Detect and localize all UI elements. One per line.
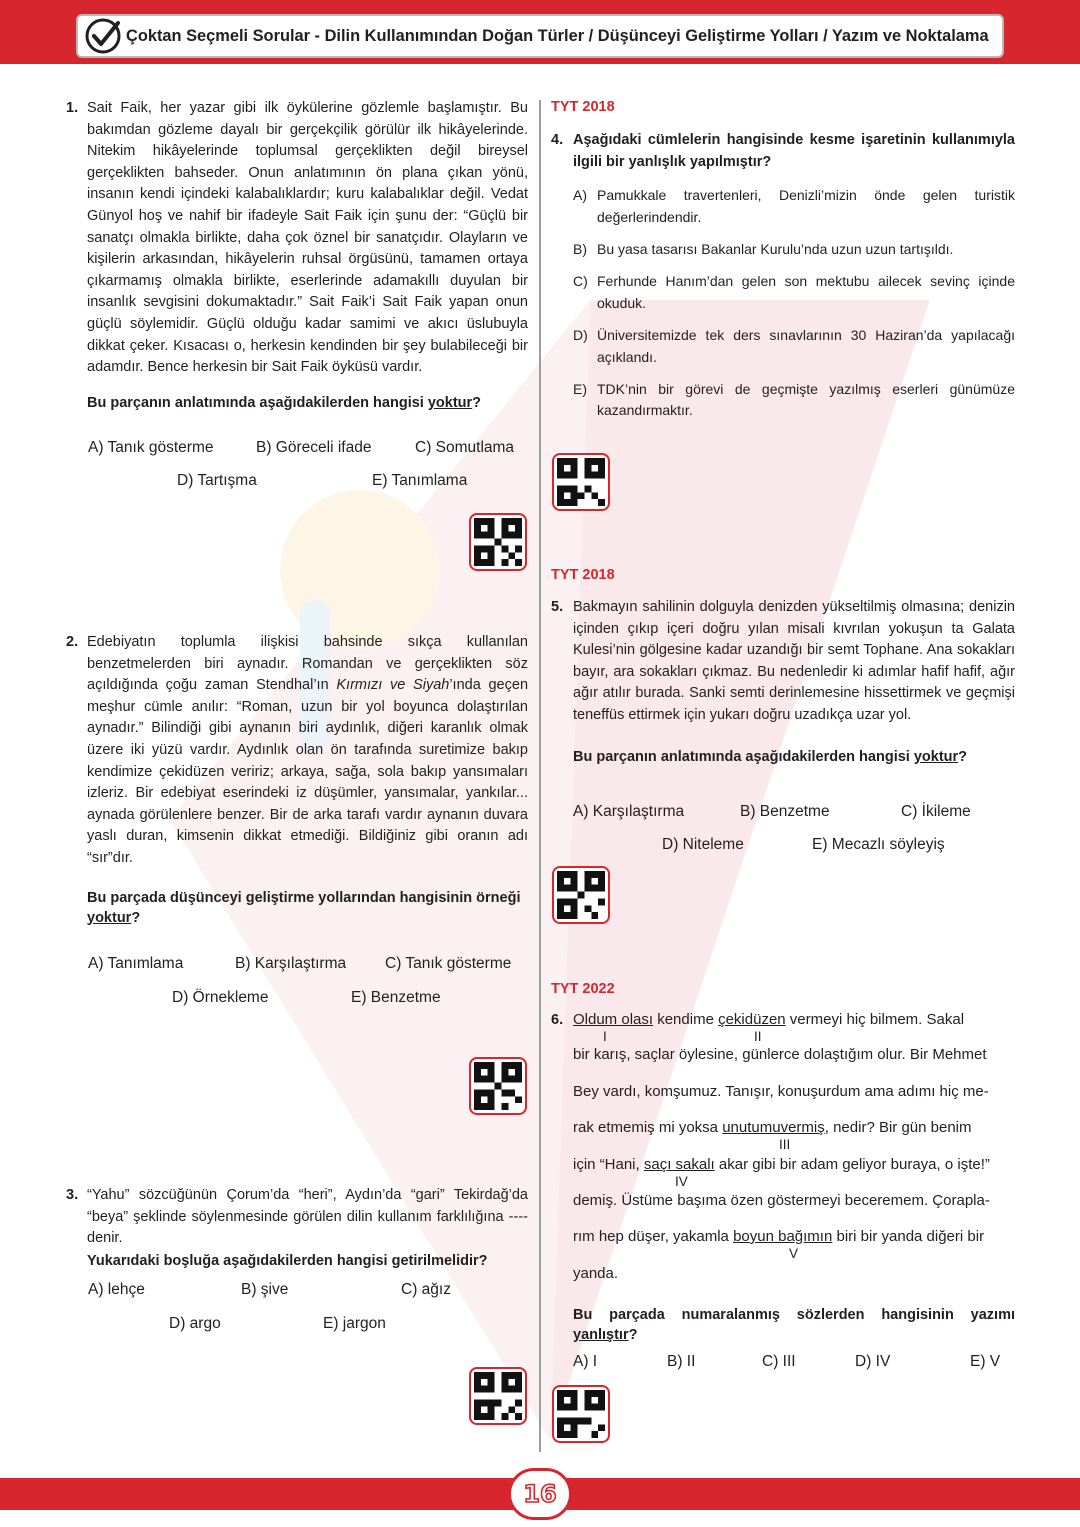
option-d[interactable]: D) IV <box>855 1353 891 1370</box>
text-line: için “Hani, saçı sakalı akar gibi bir adam geliyor buraya, o işte!” <box>573 1156 990 1173</box>
numbered-word-iv: saçı sakalı <box>643 1156 715 1173</box>
answer-options <box>88 954 528 987</box>
answer-options <box>573 835 1015 868</box>
option-e[interactable]: E) Benzetme <box>351 989 441 1006</box>
question-prompt: Aşağıdaki cümlelerin hangisinde kesme işaretinin kullanımıyla ilgili bir yanlışlık yapılmıştır? <box>573 132 1015 170</box>
option-a[interactable]: A) Tanık gösterme <box>88 439 214 456</box>
answer-options <box>88 1314 528 1347</box>
option-c[interactable]: C) Ferhunde Hanım’dan gelen son mektubu ailecek sevinç içinde okuduk. <box>573 273 1015 311</box>
question-prompt: Bu parçanın anlatımında aşağıdakilerden hangisi yoktur? <box>87 394 482 411</box>
option-e[interactable]: E) jargon <box>323 1315 386 1332</box>
question-prompt: Bu parçanın anlatımında aşağıdakilerden hangisi yoktur? <box>573 748 968 765</box>
answer-options <box>88 1280 528 1313</box>
option-e[interactable]: E) TDK’nin bir görevi de geçmişte yazılmış eserleri günümüze kazandırmaktır. <box>573 381 1015 419</box>
page-number: 16 <box>523 1480 557 1508</box>
option-a[interactable]: A) I <box>573 1353 598 1370</box>
option-c[interactable]: C) Tanık gösterme <box>385 955 512 972</box>
answer-options <box>88 988 528 1021</box>
question-number: 4. <box>551 132 564 148</box>
question-3 <box>66 1185 528 1271</box>
option-d[interactable]: D) Örnekleme <box>172 989 269 1006</box>
text-line: yanda. <box>573 1265 619 1282</box>
question-prompt: Bu parçada numaralanmış sözlerden hangisinin yazımı yanlıştır? <box>573 1307 1015 1343</box>
option-d[interactable]: D) Tartışma <box>177 472 257 489</box>
option-b[interactable]: B) Bu yasa tasarısı Bakanlar Kurulu’nda uzun uzun tartışıldı. <box>573 241 954 257</box>
text-line: Bey vardı, komşumuz. Tanışır, konuşurdum ama adımı hiç me- <box>573 1083 989 1100</box>
option-d[interactable]: D) argo <box>169 1315 221 1332</box>
answer-options <box>88 438 528 471</box>
page-title: Çoktan Seçmeli Sorular - Dilin Kullanımından Doğan Türler / Düşünceyi Geliştirme Yolları / Yazım ve Noktalama <box>126 26 989 45</box>
numbered-word-ii: çekidüzen <box>718 1011 786 1028</box>
question-prompt: Yukarıdaki boşluğa aşağıdakilerden hangisi getirilmelidir? <box>87 1252 488 1269</box>
numbered-word-i: Oldum olası <box>573 1011 654 1028</box>
text-line: Oldum olası kendime çekidüzen vermeyi hiç bilmem. Sakal <box>573 1011 965 1028</box>
option-b[interactable]: B) II <box>667 1353 696 1370</box>
header-bar <box>76 14 1004 58</box>
question-number: 6. <box>551 1012 564 1028</box>
question-4 <box>551 130 1015 433</box>
qr-code-icon[interactable] <box>552 866 610 924</box>
option-e[interactable]: E) Mecazlı söyleyiş <box>812 836 945 853</box>
option-b[interactable]: B) Karşılaştırma <box>235 955 347 972</box>
exam-year-label: TYT 2018 <box>551 99 615 115</box>
column-divider <box>539 100 541 1452</box>
answer-options <box>88 471 528 504</box>
option-d[interactable]: D) Üniversitemizde tek ders sınavlarının 30 Haziran’da yapılacağı açıklandı. <box>573 327 1015 365</box>
roman-numeral: III <box>779 1137 791 1152</box>
option-b[interactable]: B) Göreceli ifade <box>256 439 372 456</box>
numbered-word-v: boyun bağımın <box>733 1228 833 1245</box>
option-a[interactable]: A) lehçe <box>88 1281 145 1298</box>
question-text: “Yahu” sözcüğünün Çorum’da “heri”, Aydın’da “gari” Tekirdağ’da “beya” şeklinde söylenmesinde görülen dilin kullanım farklılığına ---- denir. <box>87 1187 528 1247</box>
question-number: 3. <box>66 1187 79 1203</box>
answer-options <box>573 1352 1015 1385</box>
numbered-word-iii: unutumuvermiş <box>722 1119 825 1136</box>
question-6 <box>551 1009 1015 1409</box>
question-number: 1. <box>66 100 79 116</box>
option-a[interactable]: A) Pamukkale travertenleri, Denizli’mizin önde gelen turistik değerlerindendir. <box>573 187 1015 225</box>
option-a[interactable]: A) Karşılaştırma <box>573 803 685 820</box>
question-number: 5. <box>551 599 564 615</box>
text-line: demiş. Üstüme başıma özen göstermeyi beceremem. Çorapla- <box>573 1192 990 1209</box>
qr-code-icon[interactable] <box>552 1385 610 1443</box>
option-b[interactable]: B) Benzetme <box>740 803 830 820</box>
question-text: Sait Faik, her yazar gibi ilk öykülerine gözlemle başlamıştır. Bu bakımdan gözleme dayalı bir gerçekçilik görülür ilk hikâyelerinde. Nitekim hikâyelerinde toplumsal gerçeklikten değil bireysel gerçeklikten bahseder. Onun anlatımının ön plana çıkan yönü, insanın kendi içindeki kalabalıklardır; kuru kalabalıklar değil. Vedat Günyol hoş ve nahif bir ifadeyle Sait Faik için şunu der: “Güçlü bir sanatçı olmakla birlikte, daha çok öznel bir sanatçıdır. Olayların ve kişilerin arkasından, hikâyelerin ruhsal örgüsünü, tamamen ortaya çıkarmamış olmakla birlikte, eserlerinde adamakıllı duyulan bir insanlık sevgisini dokumaktadır.” Sait Faik’i Sait Faik yapan onun güçlü söylemidir. Güçlü olduğu kadar samimi ve akıcı üslubuyla dikkat çeker. Kısacası o, herkesin kendinden bir şey bulabileceği bir adamdır. Bence herkesin bir Sait Faik öyküsü vardır. <box>87 100 528 376</box>
qr-code-icon[interactable] <box>469 1057 527 1115</box>
exam-year-label: TYT 2018 <box>551 567 615 583</box>
page-number-badge <box>508 1468 572 1520</box>
question-5 <box>551 597 1015 767</box>
option-b[interactable]: B) şive <box>241 1281 289 1298</box>
answer-options <box>573 802 1015 835</box>
option-c[interactable]: C) Somutlama <box>415 439 515 456</box>
option-d[interactable]: D) Niteleme <box>662 836 744 853</box>
roman-numeral: II <box>754 1029 762 1044</box>
question-text: Bakmayın sahilinin dolguyla denizden yükseltilmiş olmasına; denizin içinden çıkıp içeri doğru yılan misali kıvrılan yokuşun ta Galata Kulesi’nin gölgesine kadar uzandığı bir semt Tophane. Ana sokakları bayır, ara sokakları çıkmaz. Bu nedenledir ki adımlar hafif hafif, ağır ağır atılır burada. Sanki semti derinlemesine hissettirmek ve geçmişi teneffüs ettirmek için yukarı doğru uzadıkça uzar yol. <box>573 599 1015 723</box>
roman-numeral: V <box>789 1246 799 1261</box>
answer-options <box>573 185 1015 422</box>
question-1 <box>66 98 528 413</box>
question-number: 2. <box>66 634 79 650</box>
option-a[interactable]: A) Tanımlama <box>88 955 184 972</box>
question-prompt: Bu parçada düşünceyi geliştirme yollarından hangisinin örneği yoktur? <box>87 889 521 926</box>
text-line: rım hep düşer, yakamla boyun bağımın biri bir yanda diğeri bir <box>573 1228 985 1245</box>
option-e[interactable]: E) Tanımlama <box>372 472 468 489</box>
question-2 <box>66 632 528 928</box>
qr-code-icon[interactable] <box>469 1367 527 1425</box>
option-e[interactable]: E) V <box>970 1353 1001 1370</box>
roman-numeral: I <box>603 1029 607 1044</box>
qr-code-icon[interactable] <box>469 513 527 571</box>
option-c[interactable]: C) III <box>762 1353 796 1370</box>
option-c[interactable]: C) İkileme <box>901 803 971 820</box>
option-c[interactable]: C) ağız <box>401 1281 451 1298</box>
text-line: bir karış, saçlar öylesine, günlerce dolaştığım olur. Bir Mehmet <box>573 1046 987 1063</box>
qr-code-icon[interactable] <box>552 453 610 511</box>
text-line: rak etmemiş mi yoksa unutumuvermiş, nedir? Bir gün benim <box>573 1119 972 1136</box>
check-circle-icon <box>84 17 122 55</box>
roman-numeral: IV <box>675 1174 688 1189</box>
exam-year-label: TYT 2022 <box>551 981 615 997</box>
question-text: Edebiyatın toplumla ilişkisi bahsinde sıkça kullanılan benzetmelerden biri aynadır. Romandan ve gerçeklikten söz açıldığında çoğu zaman Stendhal’ın Kırmızı ve Siyah’ında geçen meşhur cümle anılır: “Roman, uzun bir yol boyunca dolaştırılan aynadır.” Bilindiği gibi aynanın biri aydınlık, diğeri karanlık olmak üzere iki yüzü vardır. Aydınlık olan ön tarafında suretimize bakıp kendimize çekidüzen veririz; arkaya, sağa, sola bakıp yansımaları izleriz. Bir edebiyat eserindeki iz düşümler, yansımalar, yankılar... aynada görülenlere benzer. Bir de arka tarafı vardır aynanın duvara yaslı duran, kimsenin dikkat etmediği. Bildiğiniz gibi oranın adı “sır”dır. <box>87 634 529 866</box>
